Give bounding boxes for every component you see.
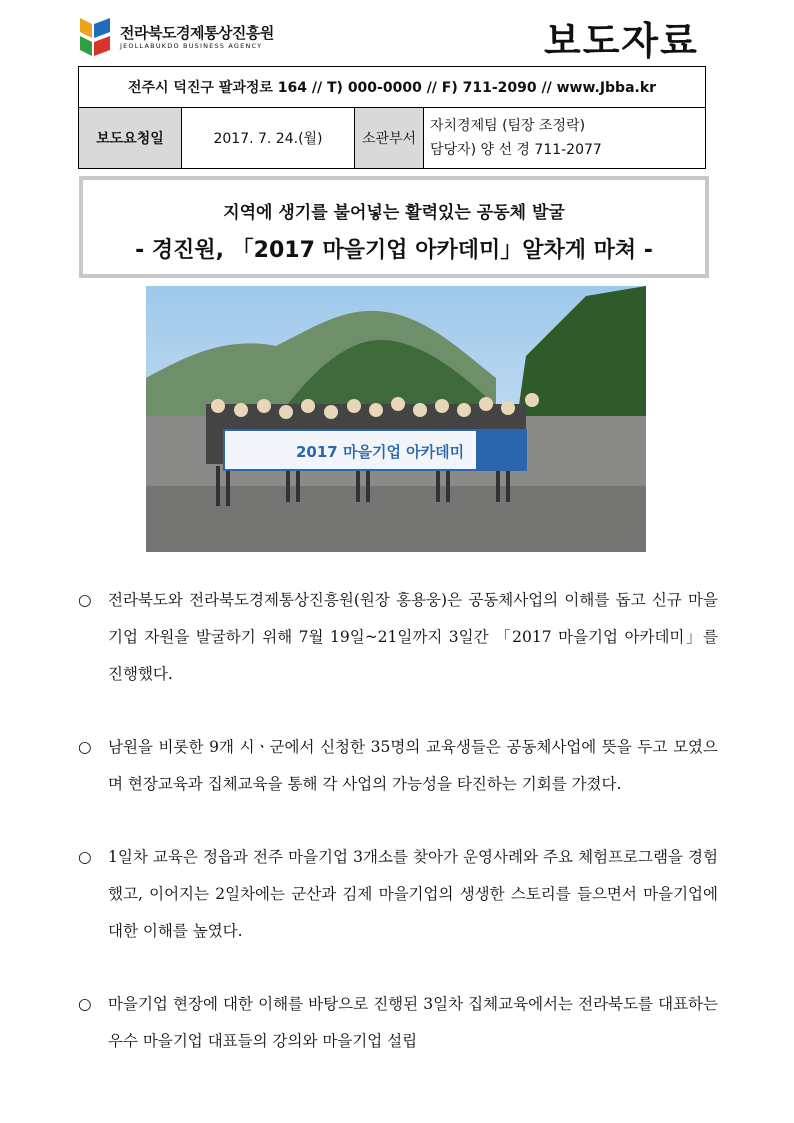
headline-sub: 지역에 생기를 불어넣는 활력있는 공동체 발굴: [223, 203, 565, 223]
bullet-icon: ○: [78, 738, 92, 756]
banner-text: 2017 마을기업 아카데미: [296, 443, 465, 461]
department-contact: [424, 108, 706, 169]
contact-person: 담당자) 양 선 경 711-2077: [430, 142, 602, 158]
org-name-en: JEOLLABUKDO BUSINESS AGENCY: [120, 42, 263, 50]
paragraph-1: [78, 582, 718, 693]
paragraph-4: [78, 986, 718, 1060]
group-photo: [146, 286, 646, 552]
org-name: 전라북도경제통상진흥원: [120, 24, 274, 42]
team-name: 자치경제팀 (팀장 조정락): [430, 118, 586, 134]
press-release-title: 보도자료: [544, 19, 699, 63]
info-table: [78, 66, 706, 169]
headline-box: [79, 176, 709, 278]
group-photo-image: [146, 286, 646, 552]
org-logo-mark-icon: [78, 14, 112, 60]
org-logo: [78, 14, 278, 60]
bullet-icon: ○: [78, 848, 92, 866]
paragraph-text: 1일차 교육은 정읍과 전주 마을기업 3개소를 찾아가 운영사례와 주요 체험프로그램을 경험했고, 이어지는 2일차에는 군산과 김제 마을기업의 생생한 스토리를 들으면서 마을기업에 대한 이해를 높였다.: [108, 848, 718, 940]
address-line: 전주시 덕진구 팔과정로 164 // T) 000-0000 // F) 711-2090 // www.Jbba.kr: [79, 67, 706, 108]
paragraph-2: [78, 729, 718, 803]
request-date-label: 보도요청일: [79, 108, 182, 169]
paragraph-text: 마을기업 현장에 대한 이해를 바탕으로 진행된 3일차 집체교육에서는 전라북도를 대표하는 우수 마을기업 대표들의 강의와 마을기업 설립: [108, 995, 718, 1050]
bullet-icon: ○: [78, 995, 92, 1013]
paragraph-text: 남원을 비롯한 9개 시ㆍ군에서 신청한 35명의 교육생들은 공동체사업에 뜻을 두고 모였으며 현장교육과 집체교육을 통해 각 사업의 가능성을 타진하는 기회를 가졌다.: [108, 738, 718, 793]
request-date: 2017. 7. 24.(월): [182, 108, 355, 169]
bullet-icon: ○: [78, 591, 92, 609]
department-label: 소관부서: [355, 108, 424, 169]
headline-main: - 경진원, 「2017 마을기업 아카데미」알차게 마쳐 -: [135, 238, 653, 263]
paragraph-text: 전라북도와 전라북도경제통상진흥원(원장 홍용웅)은 공동체사업의 이해를 돕고 신규 마을기업 자원을 발굴하기 위해 7월 19일~21일까지 3일간 「2017 마을기업 아카데미」를 진행했다.: [108, 591, 718, 683]
paragraph-3: [78, 839, 718, 950]
body-text: [78, 582, 718, 1096]
